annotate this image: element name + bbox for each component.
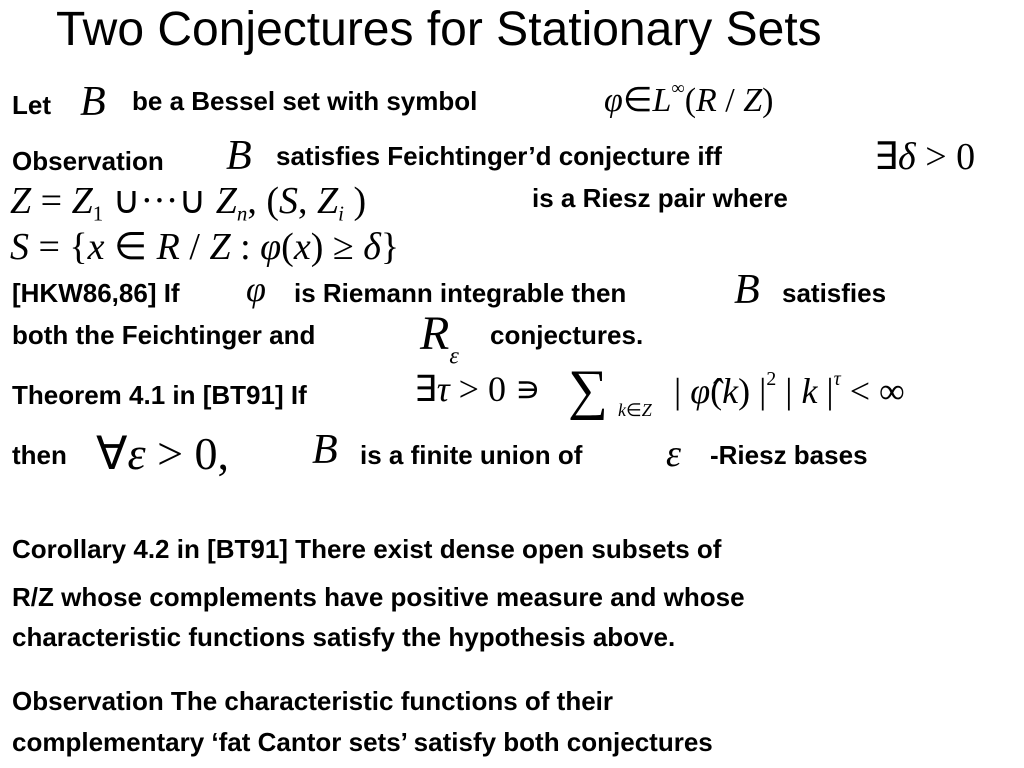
let-text: be a Bessel set with symbol: [132, 86, 478, 116]
riesz-bases-text: -Riesz bases: [710, 440, 868, 470]
riesz-pair-text: is a Riesz pair where: [532, 183, 788, 213]
math-B-symbol: B: [312, 427, 338, 473]
math-sum-index: k∈Z: [618, 400, 652, 420]
then-label: then: [12, 440, 67, 470]
observation1-text: satisfies Feichtinger’d conjecture iff: [276, 141, 722, 171]
hkw-text-1: [HKW86,86] If: [12, 278, 180, 308]
math-exists-delta: ∃δ > 0: [874, 136, 976, 178]
corollary-line-3: characteristic functions satisfy the hypothesis above.: [12, 622, 676, 652]
math-Z-union: $Z = Z_1$ ∪···∪ $Z_n$, (S, $Z_i$ ): [10, 180, 367, 226]
hkw-text-3: satisfies: [782, 278, 887, 308]
corollary-line-2: R/Z whose complements have positive measure and whose: [12, 582, 745, 612]
math-B-symbol: B: [80, 79, 106, 125]
hkw-text-2: is Riemann integrable then: [294, 278, 627, 308]
math-sum-symbol: ∑: [568, 359, 608, 421]
math-R-epsilon: $R_\varepsilon$: [420, 307, 459, 370]
math-B-symbol: B: [226, 133, 252, 179]
math-epsilon: ε: [666, 433, 681, 475]
math-exists-tau: ∃τ > 0 ∍: [414, 369, 541, 409]
math-phi-in-Linf: φ∈L∞(R / Z): [604, 78, 774, 119]
math-B-symbol: B: [734, 267, 760, 313]
math-phi: φ: [246, 269, 266, 309]
observation2-line-1: Observation The characteristic functions of their: [12, 686, 614, 716]
math-forall-epsilon: ∀ε > 0,: [96, 428, 230, 479]
finite-union-text: is a finite union of: [360, 440, 583, 470]
hkw-line-2: both the Feichtinger and: [12, 320, 316, 350]
observation2-line-2: complementary ‘fat Cantor sets’ satisfy both conjectures: [12, 727, 713, 757]
theorem-text: Theorem 4.1 in [BT91] If: [12, 380, 307, 410]
math-S-definition: S = {x ∈ R / Z : φ(x) ≥ δ}: [10, 226, 400, 268]
let-label: Let: [12, 90, 51, 120]
math-sum-body: | φ̂(k) $|^2$ | k $|^\tau$ < ∞: [674, 368, 905, 411]
corollary-line-1: Corollary 4.2 in [BT91] There exist dense open subsets of: [12, 534, 722, 564]
slide-title: Two Conjectures for Stationary Sets: [56, 3, 822, 56]
observation1-label: Observation: [12, 146, 164, 176]
hkw-line-2-end: conjectures.: [490, 320, 644, 350]
